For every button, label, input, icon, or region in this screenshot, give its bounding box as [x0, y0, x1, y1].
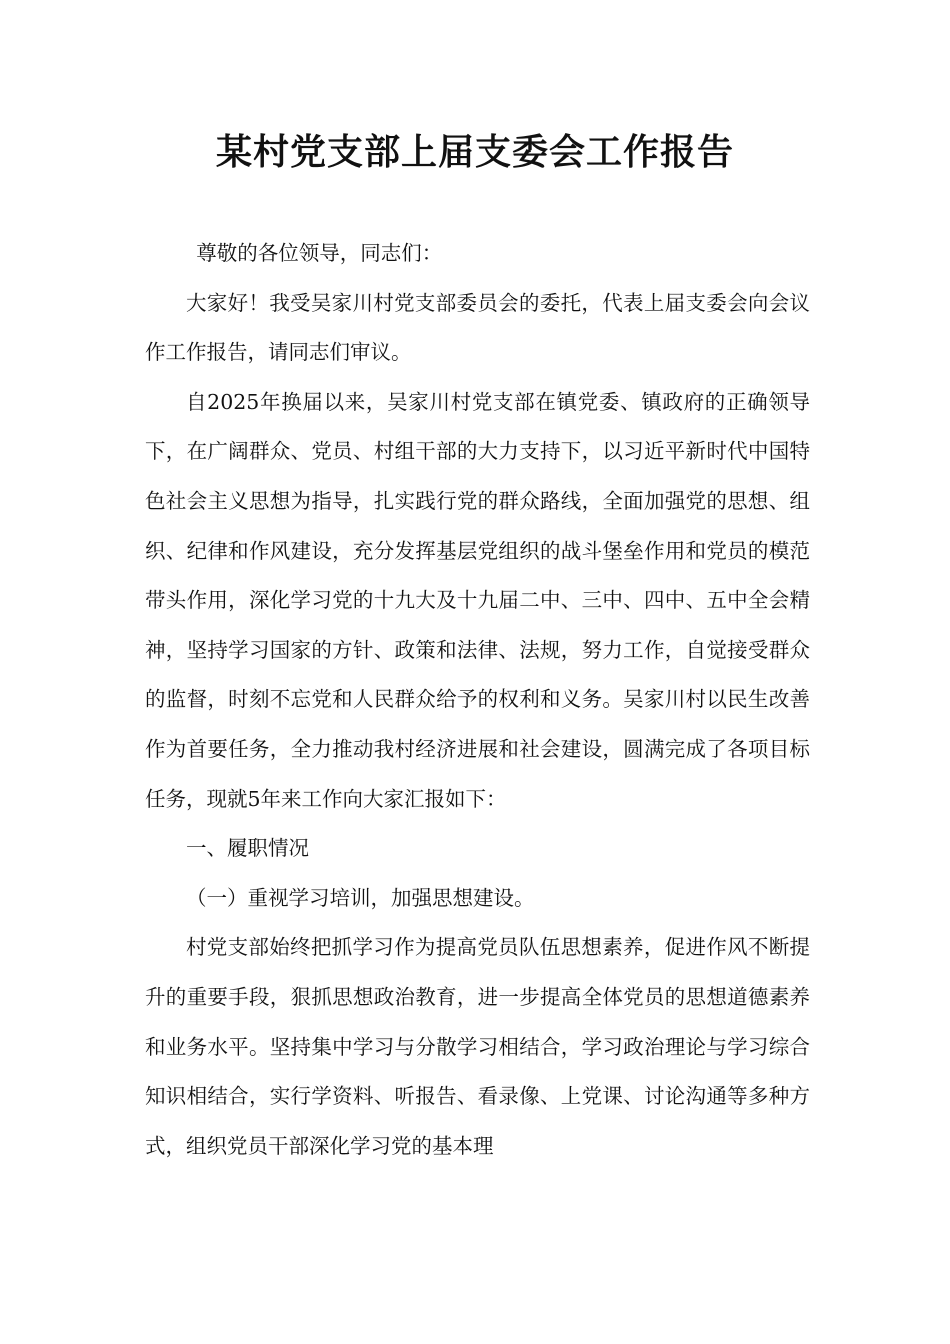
overview-paragraph: 自2025年换届以来，吴家川村党支部在镇党委、镇政府的正确领导下，在广阔群众、党员、村组干部的大力支持下，以习近平新时代中国特色社会主义思想为指导，扎实践行党的群众路线，全面加强党的思想、组织、纪律和作风建设，充分发挥基层党组织的战斗堡垒作用和党员的模范带头作用，深化学习党的十九大及十九届二中、三中、四中、五中全会精神，坚持学习国家的方针、政策和法律、法规，努力工作，自觉接受群众的监督，时刻不忘党和人民群众给予的权利和义务。吴家川村以民生改善作为首要任务，全力推动我村经济进展和社会建设，圆满完成了各项目标任务，现就5年来工作向大家汇报如下： — [145, 389, 810, 811]
section-heading: 一、履职情况 — [186, 836, 309, 861]
study-training-paragraph: 村党支部始终把抓学习作为提高党员队伍思想素养，促进作风不断提升的重要手段，狠抓思想政治教育，进一步提高全体党员的思想道德素养和业务水平。坚持集中学习与分散学习相结合，学习政治理论与学习综合知识相结合，实行学资料、听报告、看录像、上党课、讨论沟通等多种方式，组织党员干部深化学习党的基本理 — [145, 935, 810, 1158]
document-body — [145, 229, 810, 1171]
subsection-heading: （一）重视学习培训，加强思想建设。 — [186, 885, 535, 910]
greeting-paragraph: 大家好！我受吴家川村党支部委员会的委托，代表上届支委会向会议作工作报告，请同志们审议。 — [145, 290, 810, 365]
salutation-paragraph: 尊敬的各位领导，同志们： — [196, 241, 443, 265]
document-title: 某村党支部上届支委会工作报告 — [215, 132, 734, 173]
